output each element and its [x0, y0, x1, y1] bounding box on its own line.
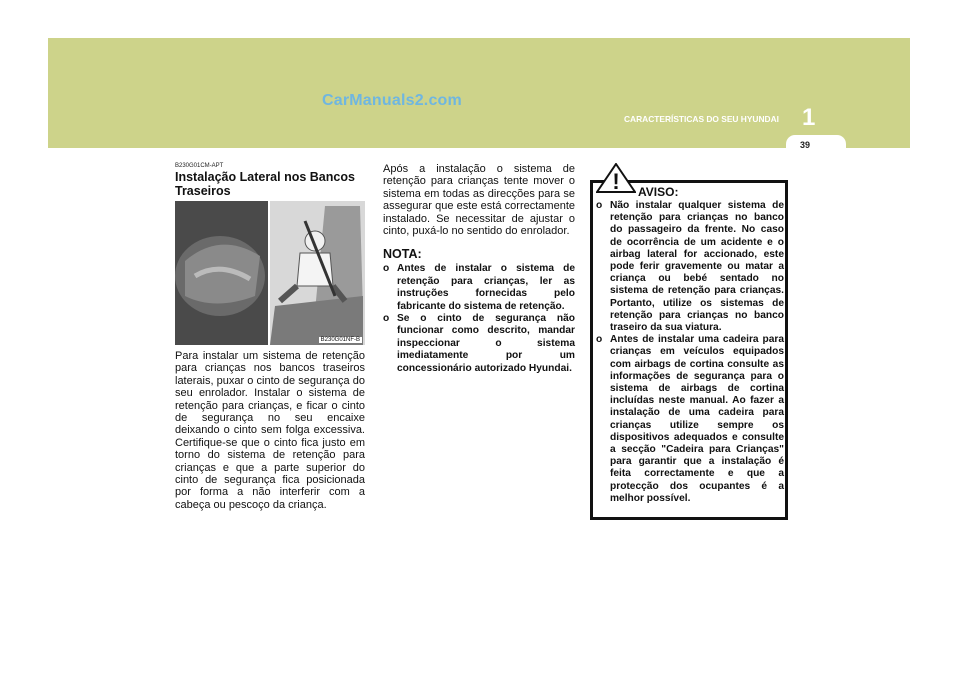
installation-photo	[175, 201, 365, 345]
section-heading: Instalação Lateral nos Bancos Traseiros	[175, 170, 355, 198]
site-logo[interactable]: CarManuals2.com	[322, 92, 462, 109]
nota-list	[383, 263, 575, 375]
bullet: o	[596, 334, 603, 346]
list-item: o Antes de instalar o sistema de retenção para crianças, ler as instruções fornecidas pelo fabricante do sistema de retenção.	[383, 263, 575, 312]
child-seat-illustration	[175, 201, 365, 345]
chapter-title: CARACTERÍSTICAS DO SEU HYUNDAI	[624, 114, 779, 124]
list-item: o Não instalar qualquer sistema de retenção para crianças no banco do passageiro da frente. No caso de ocorrência de um acidente e o airbag lateral for accionado, este pode ferir gravemente ou matar a criança ou bebé sentado no sistema de retenção para crianças. Portanto, utilize os sistemas de retenção para crianças no banco traseiro da sua viatura.	[596, 200, 784, 334]
section-code: B230G01CM-APT	[175, 163, 224, 169]
chapter-number: 1	[802, 104, 816, 131]
bullet: o	[596, 200, 603, 211]
warning-list	[596, 200, 784, 505]
column2-paragraph: Após a instalação o sistema de retenção para crianças tente mover o sistema em todas as direcções para se assegurar que este está correctamente instalado. Se necessitar de ajustar o cinto, puxá-lo no sentido do enrolador.	[383, 163, 575, 238]
warning-title: AVISO:	[638, 185, 679, 199]
warning-symbol: !	[612, 169, 620, 193]
section-paragraph: Para instalar um sistema de retenção para crianças nos bancos traseiros laterais, puxar o cinto de segurança do seu enrolador. Instalar o sistema de retenção para crianças, e ficar o cinto de segurança no seu encaixe deixando o cinto sem folga excessiva. Certifique-se que o cinto fica justo em torno do sistema de retenção para crianças e que a parte superior do cinto de segurança fica posicionada por forma a não interferir com a cabeça ou pescoço da criança.	[175, 350, 365, 511]
warning-triangle-icon	[596, 163, 636, 193]
image-code: B230G01NF-B	[320, 337, 360, 343]
page-number: 39	[800, 140, 811, 150]
bullet: o	[383, 313, 390, 325]
list-item: o Se o cinto de segurança não funcionar como descrito, mandar inspeccionar o sistema imediatamente por um concessionário autorizado Hyundai.	[383, 313, 575, 374]
nota-title: NOTA:	[383, 247, 422, 262]
bullet: o	[383, 263, 390, 275]
header-band	[48, 38, 910, 148]
column-two	[383, 163, 575, 375]
section-header	[175, 163, 365, 198]
list-item: o Antes de instalar uma cadeira para crianças em veículos equipados com airbags de cortina consulte as informações de segurança para o sistema de airbags de cortina incluídas neste manual. Ao fazer a instalação de uma cadeira para crianças utilize sempre os dispositivos adequados e consulte a secção "Cadeira para Crianças" para garantir que a instalação é feita correctamente e que a protecção dos ocupantes é a melhor possível.	[596, 334, 784, 504]
section-body	[175, 350, 365, 511]
page-tab	[786, 135, 846, 155]
